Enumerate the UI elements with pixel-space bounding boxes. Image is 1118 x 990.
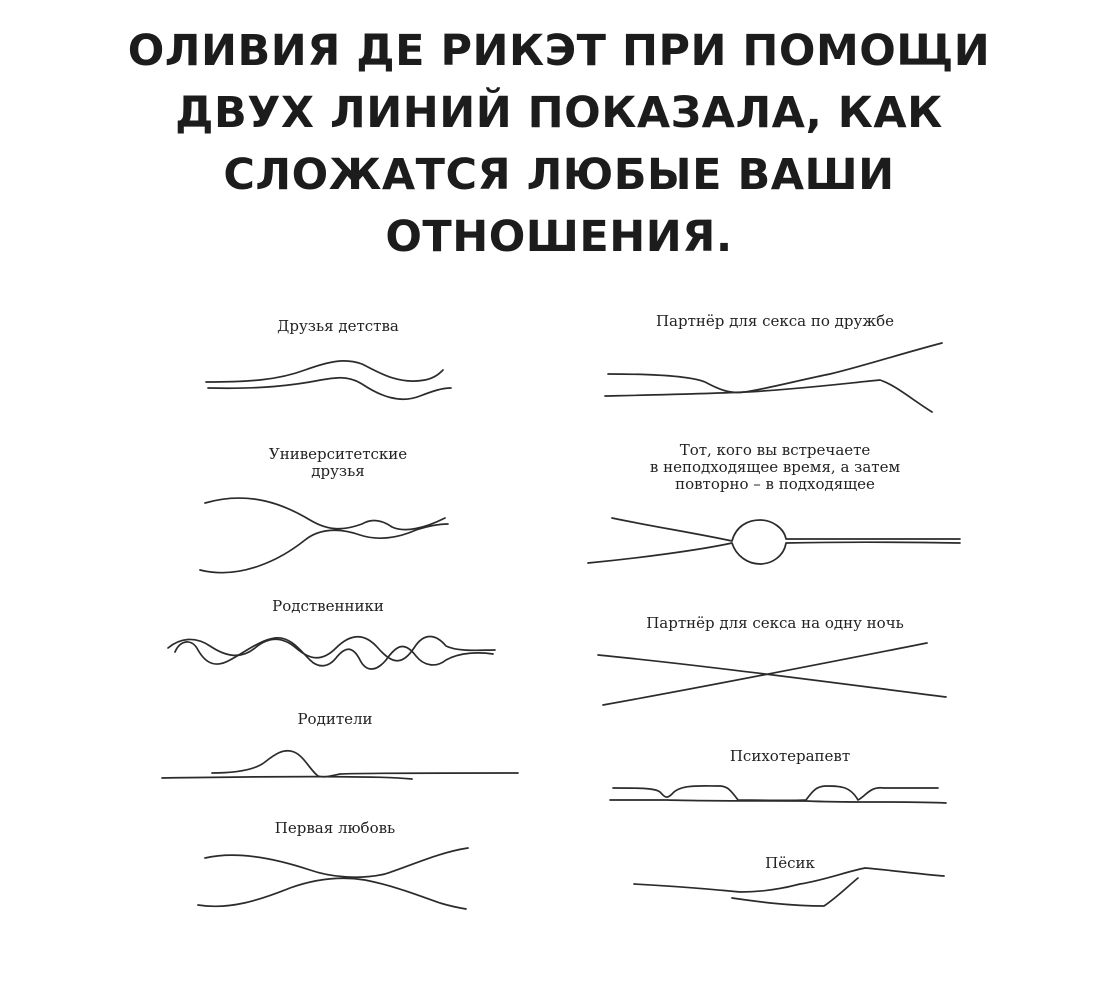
headline-line-1: ОЛИВИЯ ДЕ РИКЭТ ПРИ ПОМОЩИ [127, 26, 991, 76]
caption-university-friends-line-2: друзья [311, 462, 365, 480]
caption-dog: Пёсик [765, 854, 815, 872]
caption-wrong-time-line-1: Тот, кого вы встречаете [679, 441, 871, 459]
caption-wrong-time-line-2: в неподходящее время, а затем [649, 458, 901, 476]
friends-with-benefits-lines [605, 343, 942, 412]
childhood-friends-lines [206, 361, 451, 399]
caption-first-love: Первая любовь [274, 819, 396, 837]
caption-wrong-time-line-3: повторно – в подходящее [675, 475, 875, 493]
caption-friends-with-benefits: Партнёр для секса по дружбе [655, 312, 895, 330]
first-love-lines [198, 848, 468, 909]
parents-lines [162, 751, 518, 779]
caption-relatives: Родственники [272, 597, 384, 615]
caption-childhood-friends: Друзья детства [277, 317, 399, 335]
relatives-lines [168, 637, 495, 670]
dog-lines [634, 868, 944, 906]
headline-line-4: ОТНОШЕНИЯ. [385, 212, 733, 262]
caption-university-friends-line-1: Университетские [268, 445, 408, 463]
caption-one-night-stand: Партнёр для секса на одну ночь [646, 614, 904, 632]
university-friends-lines [200, 498, 448, 573]
headline-line-3: СЛОЖАТСЯ ЛЮБЫЕ ВАШИ [223, 150, 895, 200]
one-night-stand-lines [598, 643, 946, 705]
caption-psychotherapist: Психотерапевт [729, 747, 851, 765]
wrong-time-then-right-time-lines [588, 518, 960, 564]
caption-parents: Родители [297, 710, 373, 728]
psychotherapist-lines [610, 786, 946, 803]
headline-line-2: ДВУХ ЛИНИЙ ПОКАЗАЛА, КАК [175, 88, 943, 138]
